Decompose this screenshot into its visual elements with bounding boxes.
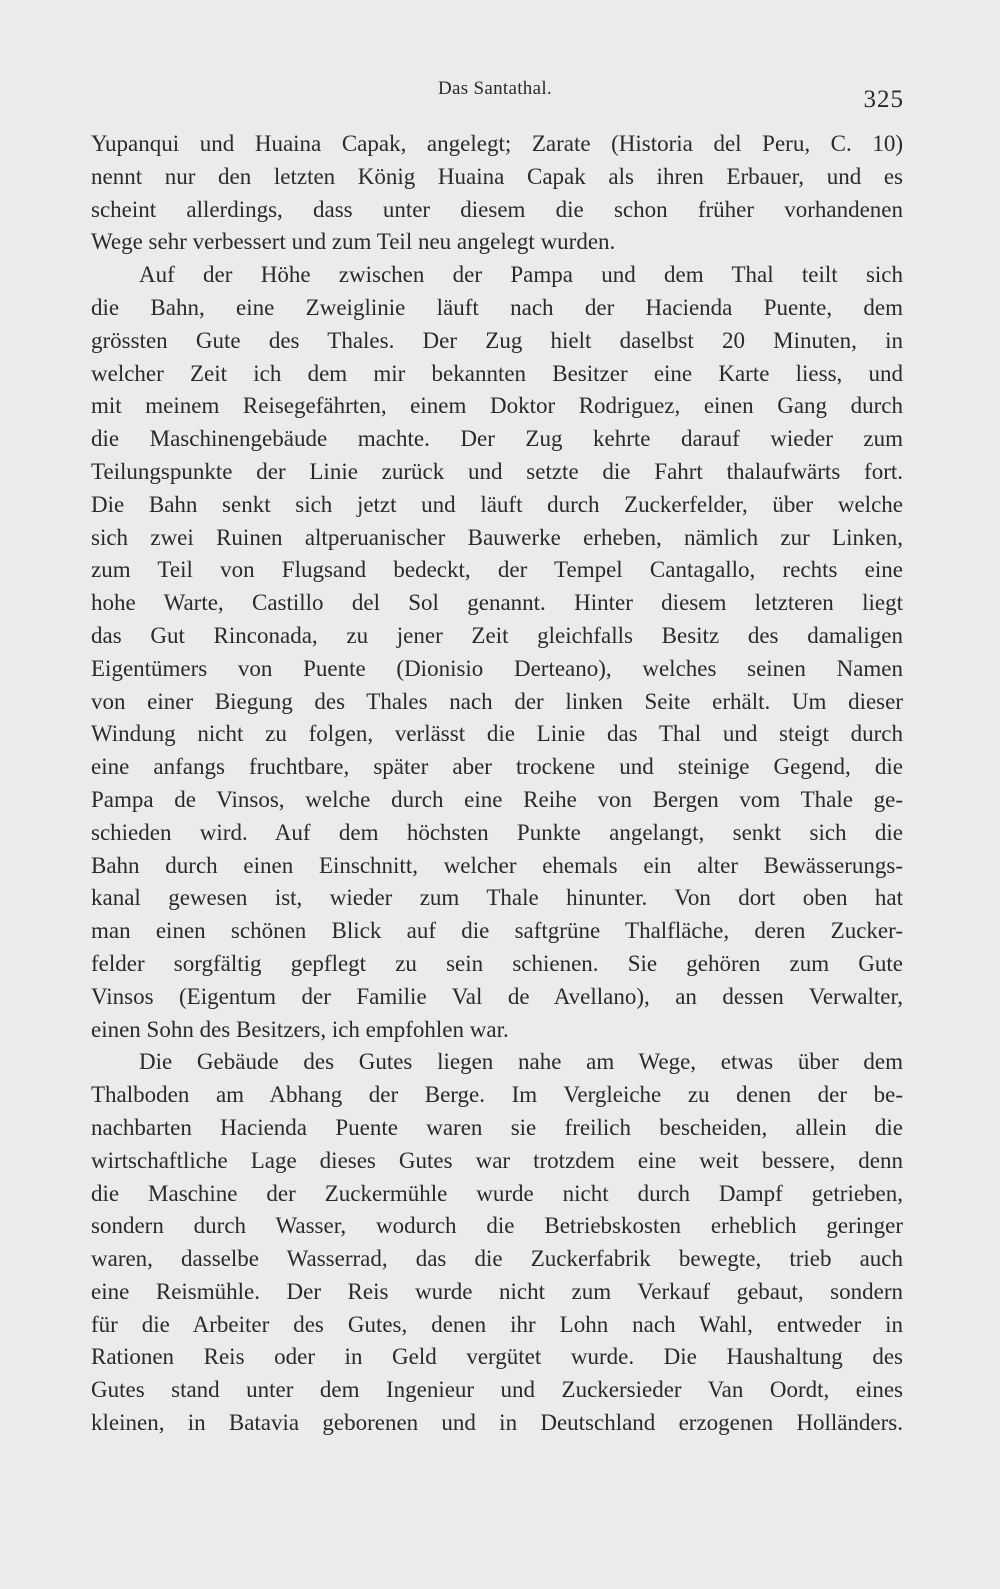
text-line: die Maschine der Zuckermühle wurde nicht durch Dampf getrieben, (91, 1180, 903, 1206)
text-line: Rationen Reis oder in Geld vergütet wurde. Die Haushaltung des (91, 1344, 903, 1370)
text-line: einen Sohn des Besitzers, ich empfohlen war. (91, 1016, 509, 1042)
text-line: Die Gebäude des Gutes liegen nahe am Wege, etwas über dem (139, 1049, 903, 1075)
text-line: Pampa de Vinsos, welche durch eine Reihe von Bergen vom Thale ge- (91, 786, 903, 812)
text-line: die Bahn, eine Zweiglinie läuft nach der Hacienda Puente, dem (91, 294, 903, 320)
text-line: Vinsos (Eigentum der Familie Val de Avellano), an dessen Verwalter, (91, 983, 903, 1009)
text-line: waren, dasselbe Wasserrad, das die Zuckerfabrik bewegte, trieb auch (91, 1246, 903, 1272)
text-line: sondern durch Wasser, wodurch die Betriebskosten erheblich geringer (91, 1213, 903, 1239)
text-line: die Maschinengebäude machte. Der Zug kehrte darauf wieder zum (91, 426, 903, 452)
page-number: 325 (863, 86, 904, 113)
text-line: felder sorgfältig gepflegt zu sein schienen. Sie gehören zum Gute (91, 950, 903, 976)
text-line: für die Arbeiter des Gutes, denen ihr Lohn nach Wahl, entweder in (91, 1311, 903, 1337)
text-line: sich zwei Ruinen altperuanischer Bauwerke erheben, nämlich zur Linken, (91, 524, 903, 550)
text-line: das Gut Rinconada, zu jener Zeit gleichfalls Besitz des damaligen (91, 622, 903, 648)
text-line: Bahn durch einen Einschnitt, welcher ehemals ein alter Bewässerungs- (91, 852, 903, 878)
text-line: kanal gewesen ist, wieder zum Thale hinunter. Von dort oben hat (91, 885, 903, 911)
text-line: eine Reismühle. Der Reis wurde nicht zum Verkauf gebaut, sondern (91, 1278, 903, 1304)
text-line: Teilungspunkte der Linie zurück und setzte die Fahrt thalaufwärts fort. (91, 458, 903, 484)
text-line: Yupanqui und Huaina Capak, angelegt; Zarate (Historia del Peru, C. 10) (91, 131, 903, 156)
text-line: Auf der Höhe zwischen der Pampa und dem Thal teilt sich (139, 262, 903, 288)
text-line: nachbarten Hacienda Puente waren sie freilich bescheiden, allein die (91, 1114, 903, 1140)
running-title: Das Santathal. (438, 78, 552, 99)
text-line: wirtschaftliche Lage dieses Gutes war trotzdem eine weit bessere, denn (91, 1147, 903, 1173)
text-line: grössten Gute des Thales. Der Zug hielt daselbst 20 Minuten, in (91, 327, 903, 353)
text-line: nennt nur den letzten König Huaina Capak als ihren Erbauer, und es (91, 163, 903, 189)
text-line: Eigentümers von Puente (Dionisio Derteano), welches seinen Namen (91, 655, 903, 681)
text-line: von einer Biegung des Thales nach der linken Seite erhält. Um dieser (91, 688, 903, 714)
text-line: Wege sehr verbessert und zum Teil neu angelegt wurden. (91, 229, 616, 255)
running-header (0, 78, 1000, 113)
text-line: scheint allerdings, dass unter diesem die schon früher vorhandenen (91, 196, 903, 222)
text-line: Thalboden am Abhang der Berge. Im Vergleiche zu denen der be- (91, 1082, 903, 1108)
text-line: Die Bahn senkt sich jetzt und läuft durch Zuckerfelder, über welche (91, 491, 903, 517)
text-line: kleinen, in Batavia geborenen und in Deutschland erzogenen Holländers. (91, 1410, 903, 1436)
text-line: schieden wird. Auf dem höchsten Punkte angelangt, senkt sich die (91, 819, 903, 845)
text-line: hohe Warte, Castillo del Sol genannt. Hinter diesem letzteren liegt (91, 590, 903, 616)
text-line: man einen schönen Blick auf die saftgrüne Thalfläche, deren Zucker- (91, 918, 903, 944)
text-line: welcher Zeit ich dem mir bekannten Besitzer eine Karte liess, und (91, 360, 903, 386)
body-text (91, 128, 903, 1440)
text-line: Windung nicht zu folgen, verlässt die Linie das Thal und steigt durch (91, 721, 903, 747)
text-line: eine anfangs fruchtbare, später aber trockene und steinige Gegend, die (91, 754, 903, 780)
text-line: Gutes stand unter dem Ingenieur und Zuckersieder Van Oordt, eines (91, 1377, 903, 1403)
text-line: zum Teil von Flugsand bedeckt, der Tempel Cantagallo, rechts eine (91, 557, 903, 583)
text-line: mit meinem Reisegefährten, einem Doktor Rodriguez, einen Gang durch (91, 393, 903, 419)
